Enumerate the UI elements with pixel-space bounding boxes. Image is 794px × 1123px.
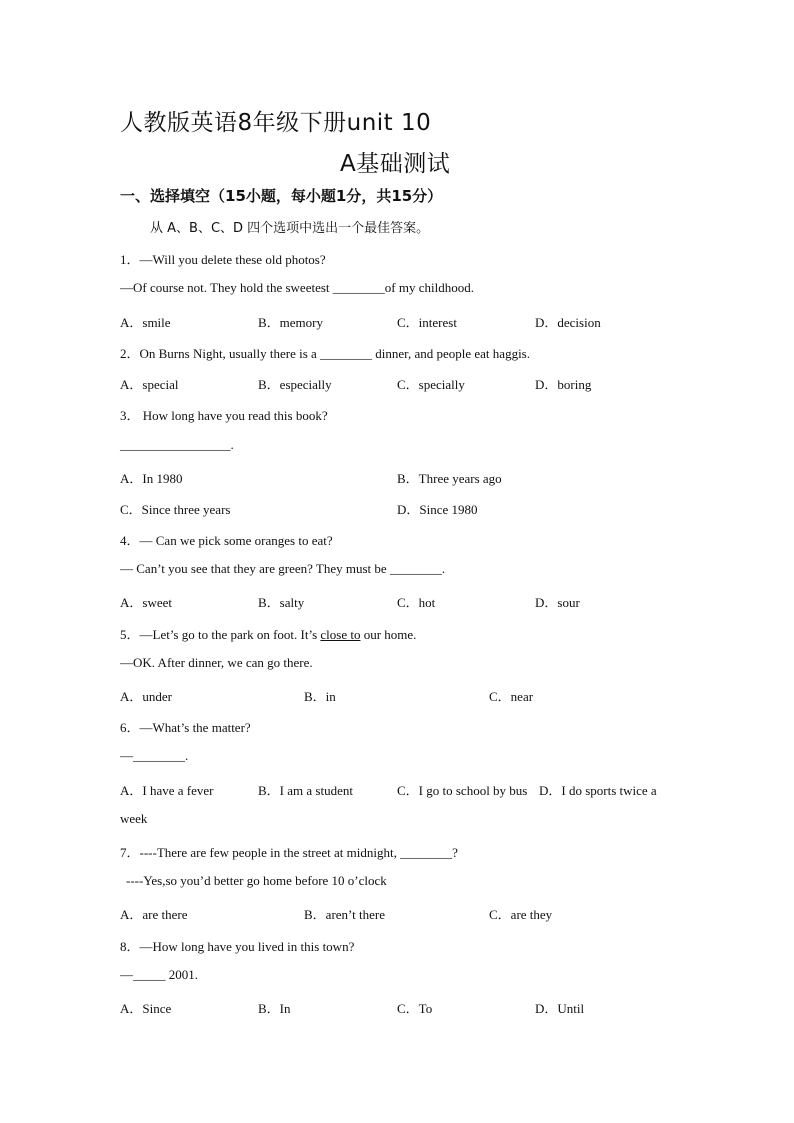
question-4-option-a[interactable]: A．sweet	[120, 595, 172, 610]
question-1-stem-line2: —Of course not. They hold the sweetest ________of my childhood.	[120, 280, 474, 295]
question-5-stem-line2: —OK. After dinner, we can go there.	[120, 655, 313, 670]
question-5-stem-pre: 5．—Let’s go to the park on foot. It’s	[120, 627, 321, 642]
question-5-stem-post: our home.	[360, 627, 417, 642]
question-1-option-b[interactable]: B．memory	[258, 315, 323, 330]
question-1-stem-line1: 1．—Will you delete these old photos?	[120, 252, 326, 267]
question-5-underlined-phrase: close to	[320, 627, 361, 642]
question-2-option-d[interactable]: D．boring	[535, 377, 592, 392]
question-8-option-b[interactable]: B．In	[258, 1001, 291, 1016]
question-3-stem-line1: 3． How long have you read this book?	[120, 408, 328, 423]
question-6-option-a[interactable]: A．I have a fever	[120, 783, 214, 798]
question-6-option-d[interactable]: D．I do sports twice a	[539, 783, 657, 798]
question-3-option-a[interactable]: A．In 1980	[120, 471, 183, 486]
question-8-option-d[interactable]: D．Until	[535, 1001, 585, 1016]
question-8-stem-line2: —_____ 2001.	[120, 967, 198, 982]
question-1-option-c[interactable]: C．interest	[397, 315, 457, 330]
question-1-option-d[interactable]: D．decision	[535, 315, 601, 330]
question-7-option-b[interactable]: B．aren’t there	[304, 907, 385, 922]
question-6-option-c[interactable]: C．I go to school by bus	[397, 783, 528, 798]
question-3-option-d[interactable]: D．Since 1980	[397, 502, 478, 517]
question-5-option-c[interactable]: C．near	[489, 689, 534, 704]
question-5-option-a[interactable]: A．under	[120, 689, 172, 704]
question-6-option-b[interactable]: B．I am a student	[258, 783, 353, 798]
question-3-option-c[interactable]: C．Since three years	[120, 502, 231, 517]
question-2-option-a[interactable]: A．special	[120, 377, 179, 392]
question-6-option-d-wrap: week	[120, 811, 148, 826]
question-8-stem-line1: 8．—How long have you lived in this town?	[120, 939, 355, 954]
question-4-option-d[interactable]: D．sour	[535, 595, 580, 610]
question-7-stem-line1: 7．----There are few people in the street at midnight, ________?	[120, 845, 458, 860]
question-7-option-c[interactable]: C．are they	[489, 907, 553, 922]
question-7-option-a[interactable]: A．are there	[120, 907, 188, 922]
question-5-stem-line1	[120, 624, 416, 643]
document-title-line1: 人教版英语8年级下册unit 10	[120, 110, 432, 136]
question-8-option-a[interactable]: A．Since	[120, 1001, 172, 1016]
question-7-stem-line2: ----Yes,so you’d better go home before 10 o’clock	[126, 873, 387, 888]
question-4-stem-line2: — Can’t you see that they are green? They must be ________.	[120, 561, 446, 576]
document-title-line2: A基础测试	[340, 151, 451, 177]
question-2-option-c[interactable]: C．specially	[397, 377, 465, 392]
instruction-text: 从 A、B、C、D 四个选项中选出一个最佳答案。	[150, 221, 430, 236]
question-6-stem-line2: —________.	[120, 748, 189, 763]
question-8-option-c[interactable]: C．To	[397, 1001, 433, 1016]
section-heading: 一、选择填空（15小题，每小题1分，共15分）	[120, 187, 443, 205]
question-3-option-b[interactable]: B．Three years ago	[397, 471, 502, 486]
question-6-stem-line1: 6．—What’s the matter?	[120, 720, 251, 735]
question-2-stem-line1: 2．On Burns Night, usually there is a ________ dinner, and people eat haggis.	[120, 346, 530, 361]
question-2-option-b[interactable]: B．especially	[258, 377, 332, 392]
question-5-option-b[interactable]: B．in	[304, 689, 336, 704]
question-4-option-c[interactable]: C．hot	[397, 595, 436, 610]
question-4-stem-line1: 4．— Can we pick some oranges to eat?	[120, 533, 333, 548]
question-1-option-a[interactable]: A．smile	[120, 315, 171, 330]
question-4-option-b[interactable]: B．salty	[258, 595, 305, 610]
question-3-stem-line2: _________________.	[120, 437, 234, 452]
